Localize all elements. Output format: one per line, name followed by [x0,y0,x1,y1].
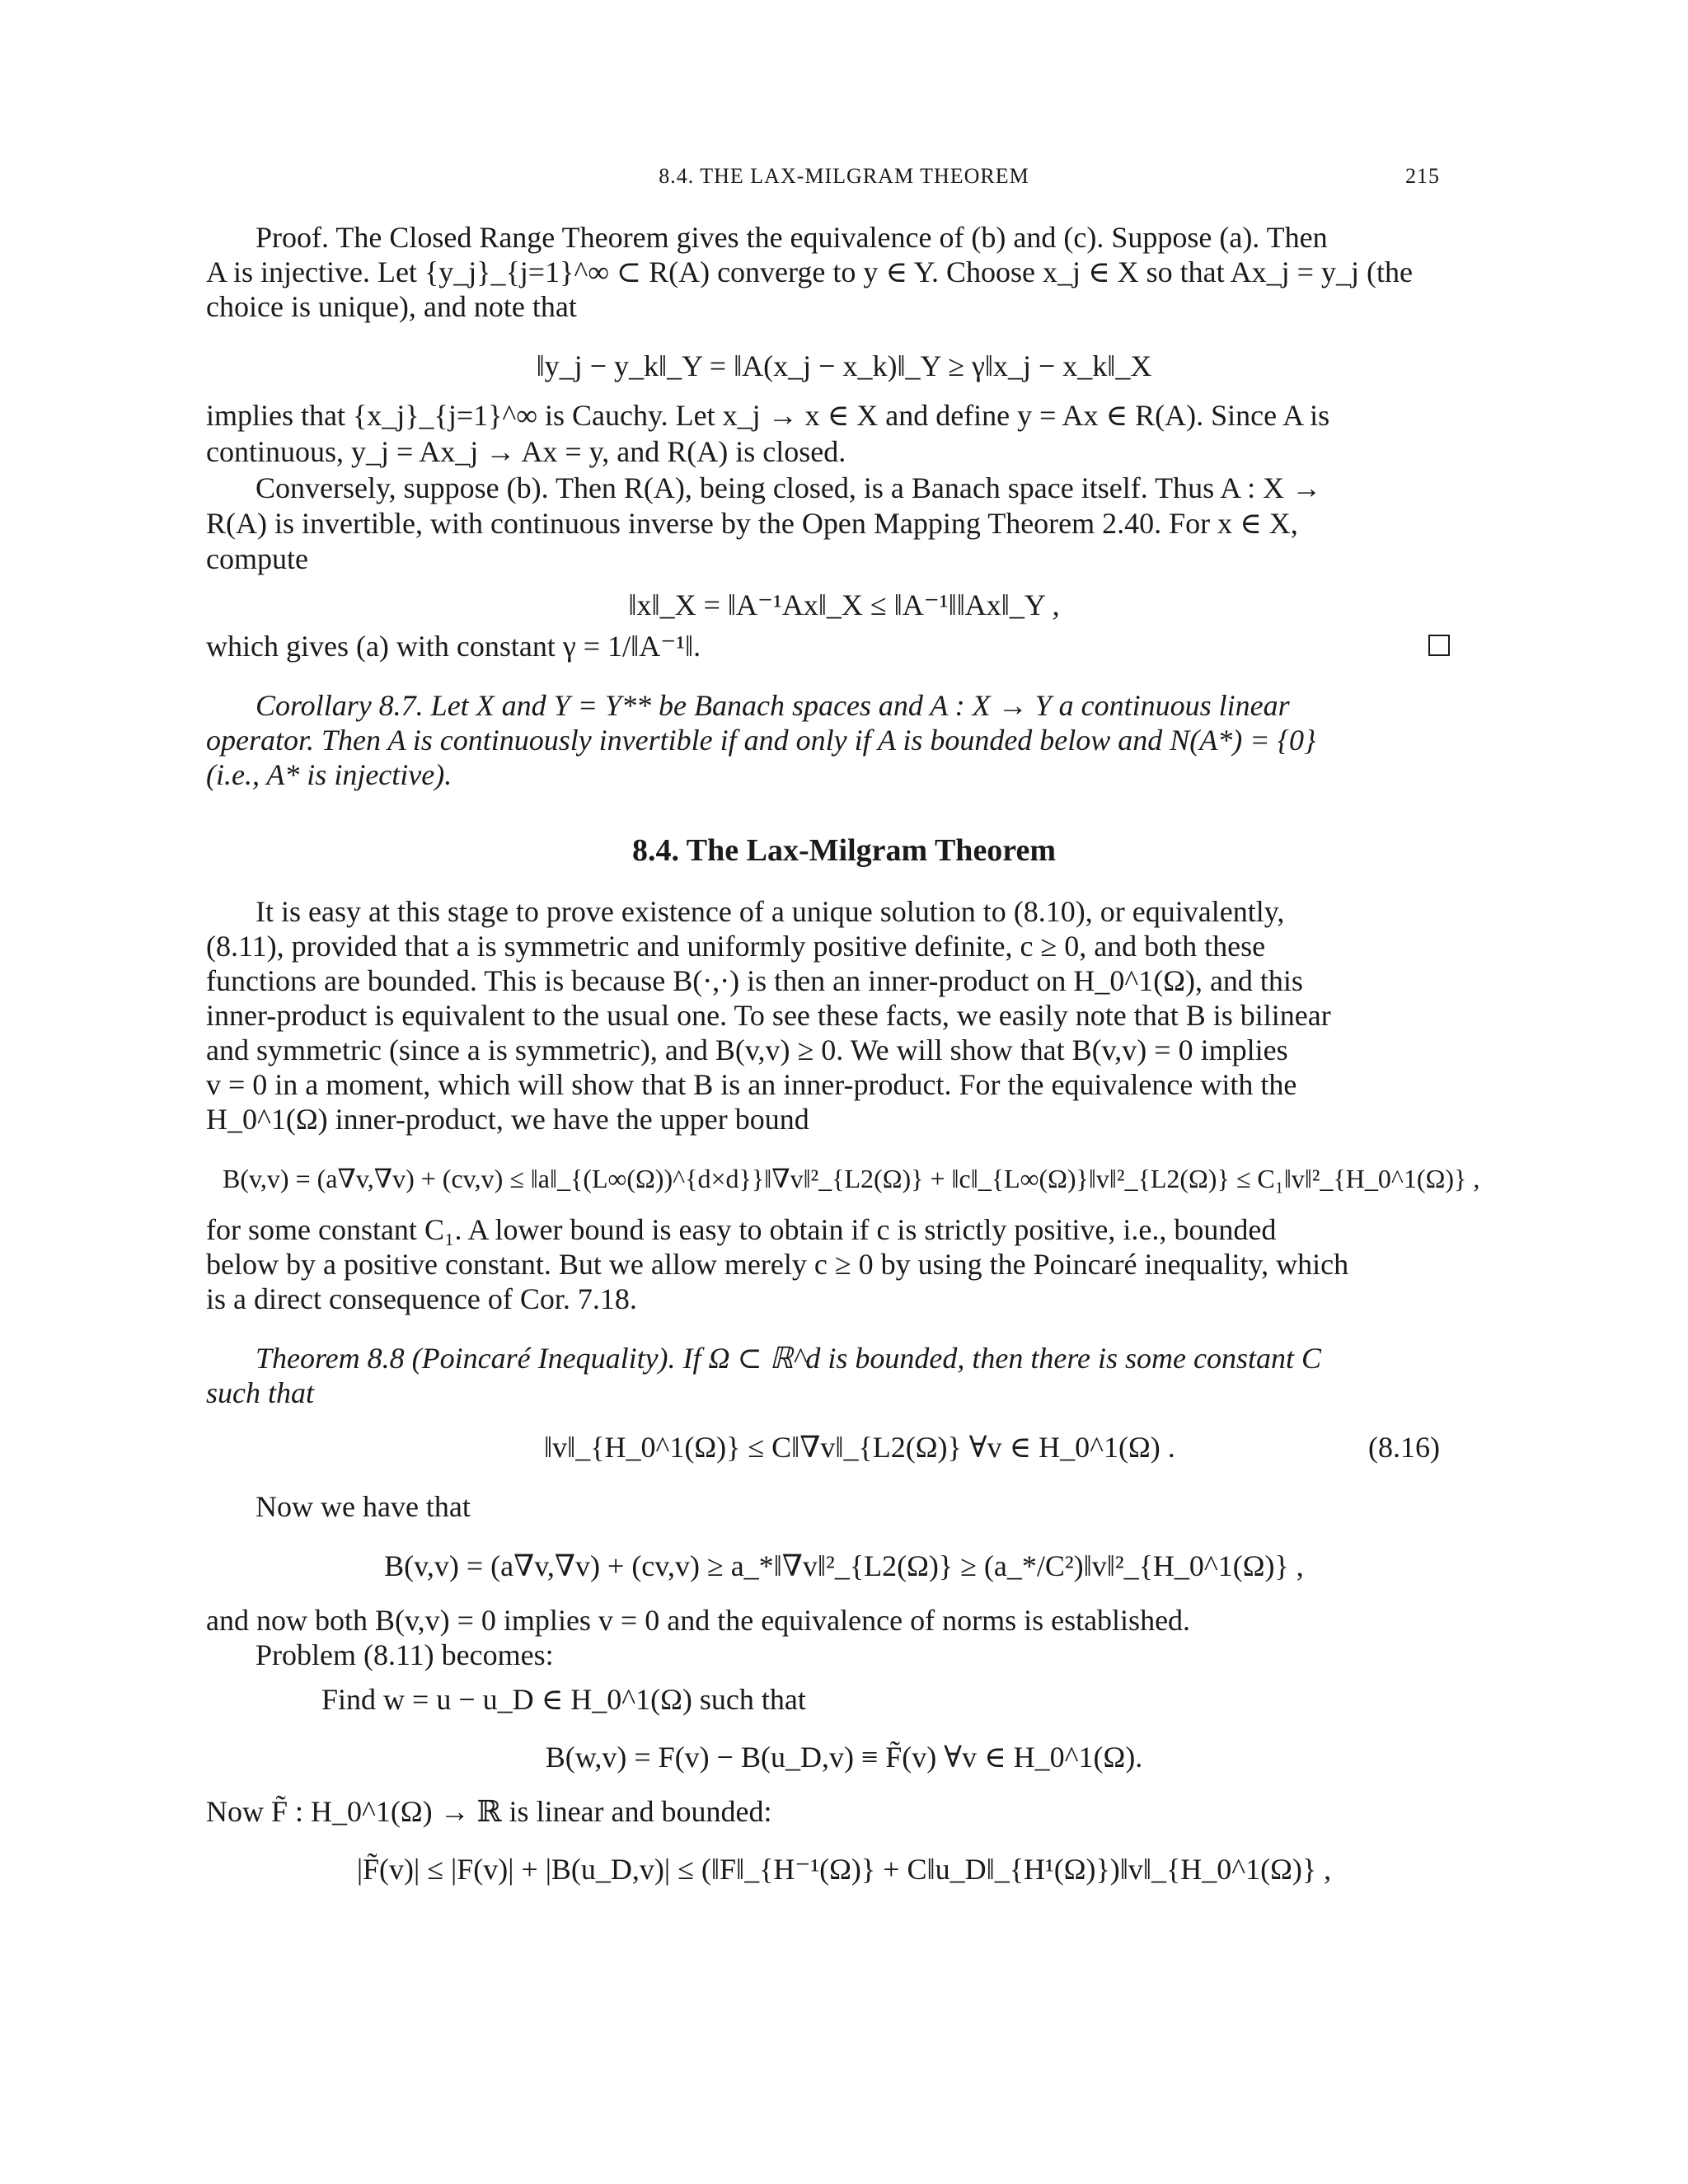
theorem-statement: such that [206,1376,314,1409]
text-line: Proof. The Closed Range Theorem gives the equivalence of (b) and (c). Suppose (a). Then [256,221,1328,254]
display-equation: B(v,v) = (a∇v,∇v) + (cv,v) ≤ ‖a‖_{(L∞(Ω))^{d×d}}‖∇v‖²_{L2(Ω)} + ‖c‖_{L∞(Ω)}‖v‖²_{L2(Ω)} ≤ C₁‖v‖²_{H_0^1(Ω)} , [223,1164,1480,1193]
display-equation: |F̃(v)| ≤ |F(v)| + |B(u_D,v)| ≤ (‖F‖_{H⁻¹(Ω)} + C‖u_D‖_{H¹(Ω)})‖v‖_{H_0^1(Ω)} , [356,1853,1332,1886]
text-line: and symmetric (since a is symmetric), and B(v,v) ≥ 0. We will show that B(v,v) = 0 implies [206,1033,1288,1066]
text-line: It is easy at this stage to prove existence of a unique solution to (8.10), or equivalently, [256,895,1285,928]
running-header: 8.4. THE LAX-MILGRAM THEOREM [659,164,1029,188]
display-equation: B(v,v) = (a∇v,∇v) + (cv,v) ≥ a_*‖∇v‖²_{L2(Ω)} ≥ (a_*/C²)‖v‖²_{H_0^1(Ω)} , [384,1549,1304,1582]
display-equation: ‖v‖_{H_0^1(Ω)} ≤ C‖∇v‖_{L2(Ω)} ∀v ∈ H_0^1(Ω) . [544,1431,1175,1464]
text-line: R(A) is invertible, with continuous inverse by the Open Mapping Theorem 2.40. For x ∈ X, [206,507,1298,540]
text-line: and now both B(v,v) = 0 implies v = 0 and the equivalence of norms is established. [206,1604,1191,1637]
display-equation: B(w,v) = F(v) − B(u_D,v) ≡ F̃(v) ∀v ∈ H_0^1(Ω). [545,1741,1143,1774]
text-line: (8.11), provided that a is symmetric and uniformly positive definite, c ≥ 0, and both these [206,930,1266,963]
text-line: Now F̃ : H_0^1(Ω) → ℝ is linear and bounded: [206,1795,772,1828]
corollary-statement: operator. Then A is continuously invertible if and only if A is bounded below and N(A*) = {0} [206,724,1316,757]
text-line: A is injective. Let {y_j}_{j=1}^∞ ⊂ R(A) converge to y ∈ Y. Choose x_j ∈ X so that Ax_j = y_j (the [206,255,1413,288]
text-line: choice is unique), and note that [206,290,577,323]
text-line: Find w = u − u_D ∈ H_0^1(Ω) such that [321,1683,806,1716]
text-line: H_0^1(Ω) inner-product, we have the upper bound [206,1103,809,1136]
text-line: functions are bounded. This is because B(·,·) is then an inner-product on H_0^1(Ω), and this [206,964,1303,997]
corollary-statement: Corollary 8.7. Let X and Y = Y** be Banach spaces and A : X → Y a continuous linear [256,689,1290,722]
page-number: 215 [1405,164,1440,188]
text-line: Conversely, suppose (b). Then R(A), being closed, is a Banach space itself. Thus A : X → [256,471,1322,504]
text-line: below by a positive constant. But we allow merely c ≥ 0 by using the Poincaré inequality, which [206,1248,1349,1281]
text-line: Problem (8.11) becomes: [256,1638,554,1671]
text-line: continuous, y_j = Ax_j → Ax = y, and R(A) is closed. [206,435,846,468]
text-line: v = 0 in a moment, which will show that B is an inner-product. For the equivalence with the [206,1068,1297,1101]
text-line: which gives (a) with constant γ = 1/‖A⁻¹‖. [206,630,701,663]
text-line: for some constant C₁. A lower bound is easy to obtain if c is strictly positive, i.e., bounded [206,1213,1277,1246]
equation-number: (8.16) [1368,1431,1440,1464]
qed-square-icon [1428,635,1450,656]
text-line: compute [206,542,308,575]
text-line: Now we have that [256,1490,471,1523]
text-line: inner-product is equivalent to the usual one. To see these facts, we easily note that B is bilinear [206,999,1331,1032]
section-heading: 8.4. The Lax-Milgram Theorem [631,833,1057,868]
display-equation: ‖y_j − y_k‖_Y = ‖A(x_j − x_k)‖_Y ≥ γ‖x_j − x_k‖_X [536,349,1152,382]
display-equation: ‖x‖_X = ‖A⁻¹Ax‖_X ≤ ‖A⁻¹‖‖Ax‖_Y , [628,588,1060,621]
text-line: implies that {x_j}_{j=1}^∞ is Cauchy. Let x_j → x ∈ X and define y = Ax ∈ R(A). Since A is [206,399,1330,432]
theorem-statement: Theorem 8.8 (Poincaré Inequality). If Ω ⊂ ℝ^d is bounded, then there is some constant C [256,1342,1322,1375]
text-line: is a direct consequence of Cor. 7.18. [206,1282,637,1315]
corollary-statement: (i.e., A* is injective). [206,758,452,791]
